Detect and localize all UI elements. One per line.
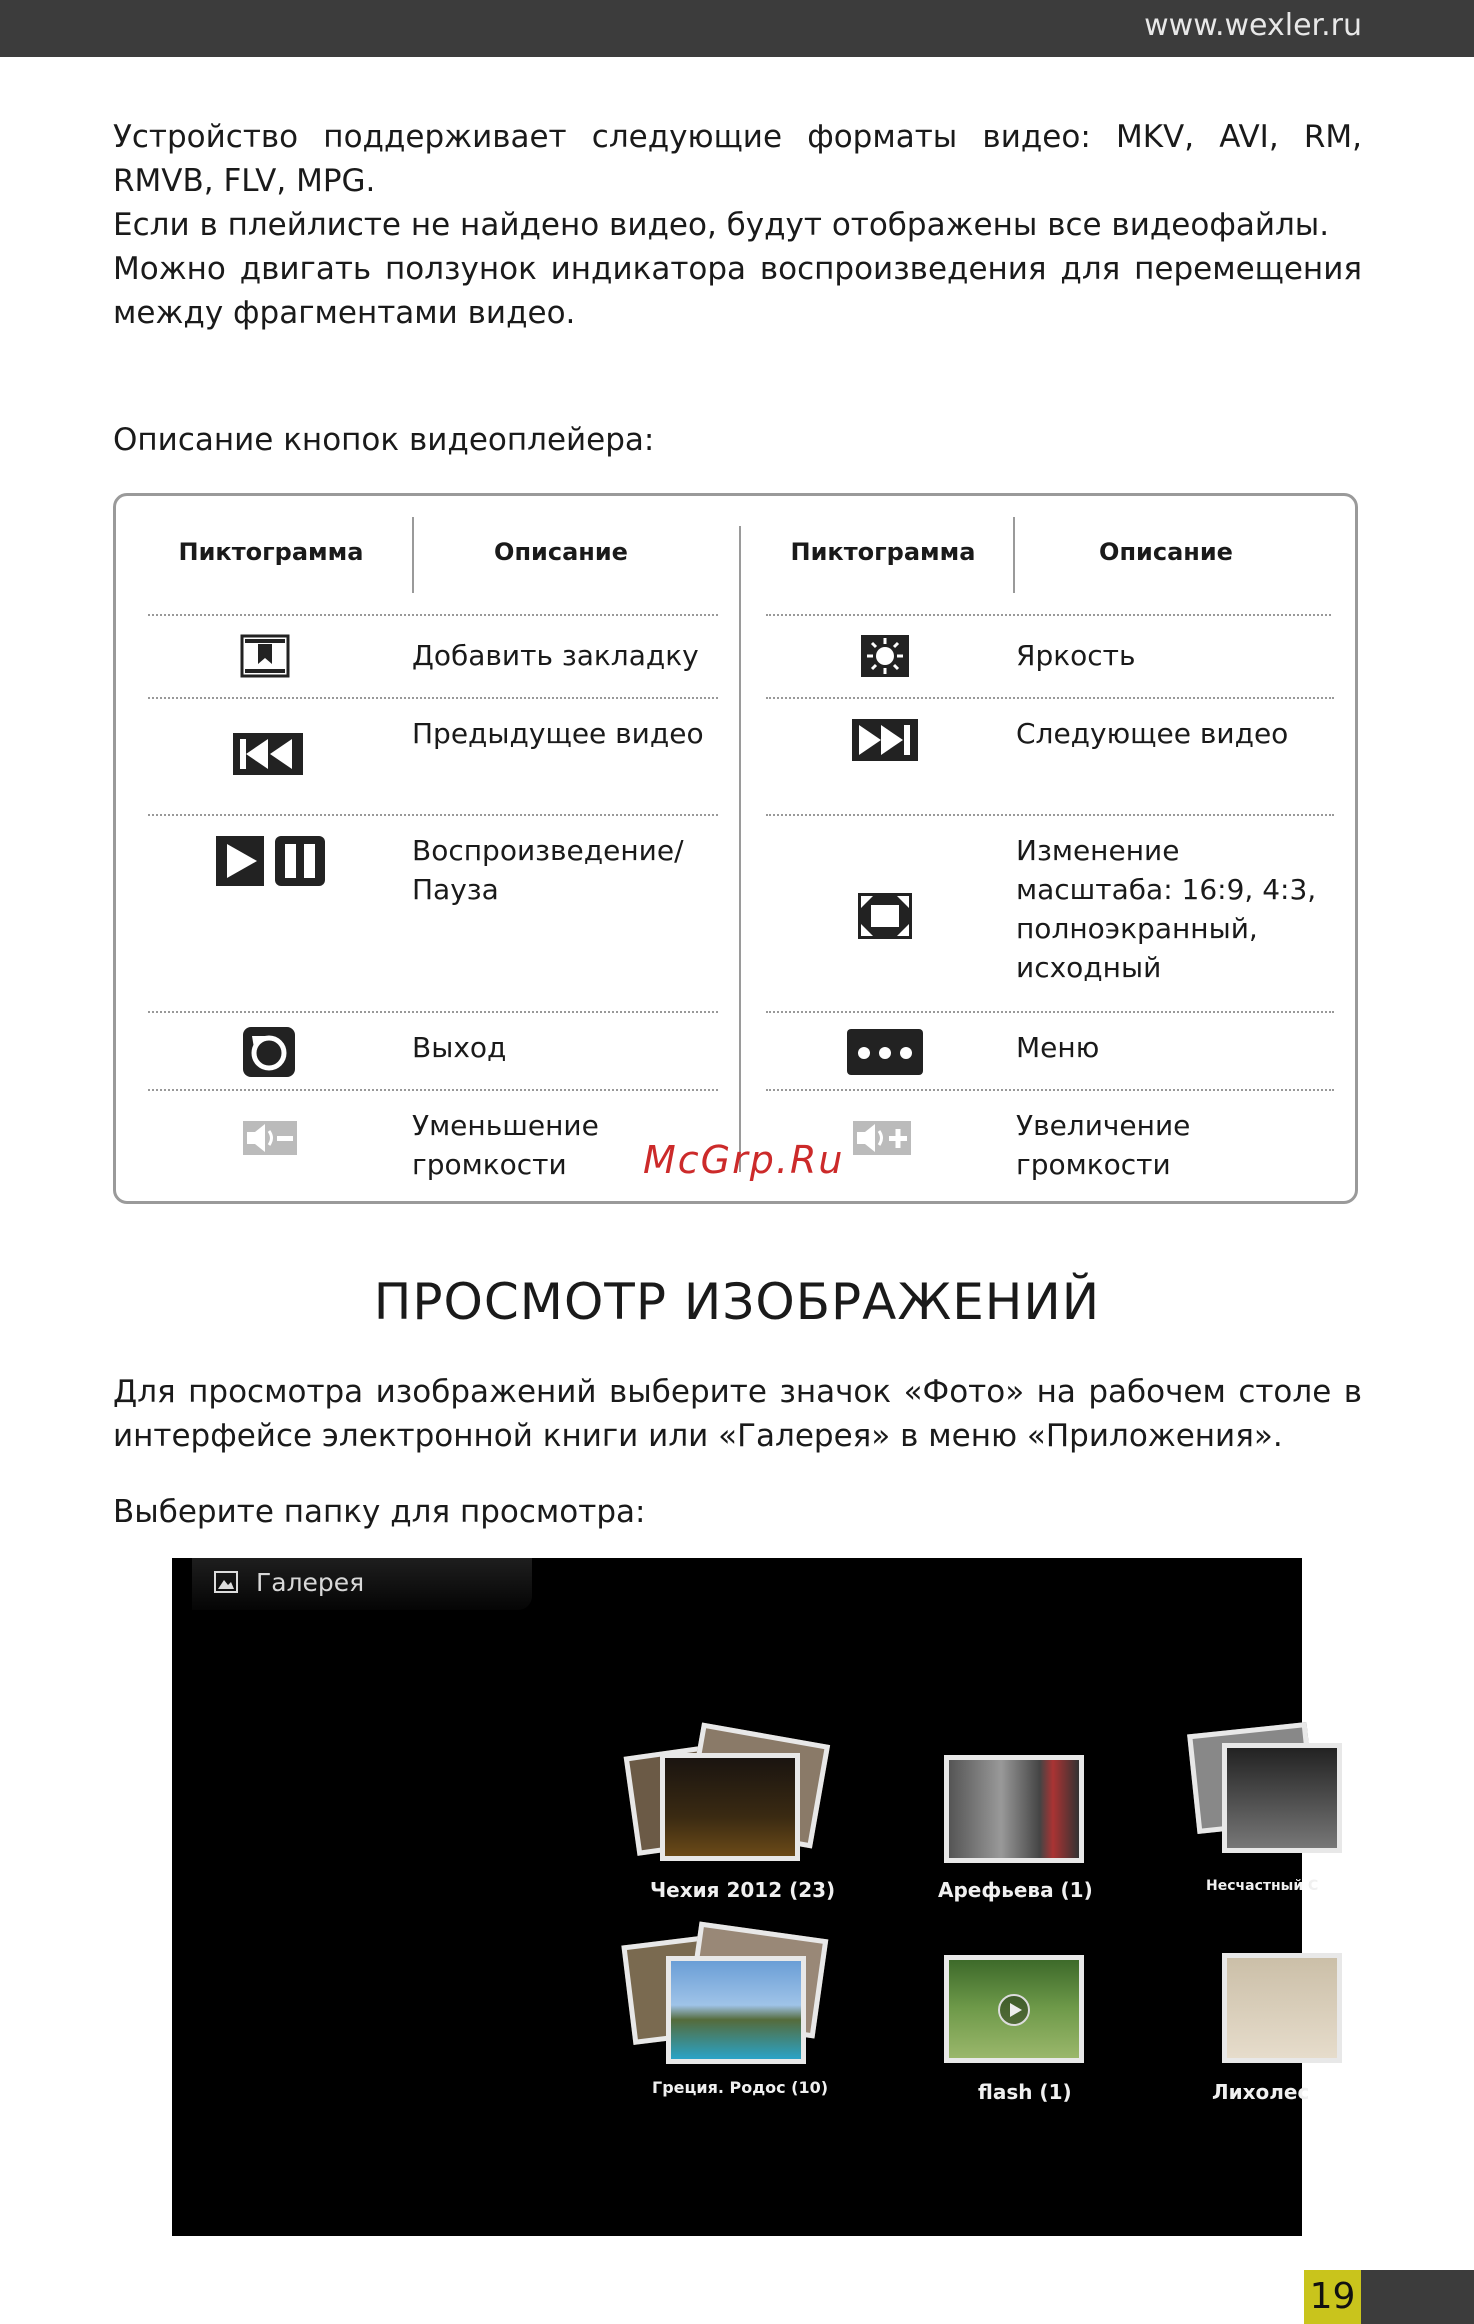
- album-photo-front: [944, 1755, 1084, 1863]
- zoom-icon: [857, 892, 913, 940]
- section-title: ПРОСМОТР ИЗОБРАЖЕНИЙ: [373, 1273, 1101, 1331]
- header-desc-left: Описание: [494, 538, 628, 566]
- volume-down-icon: [243, 1121, 297, 1155]
- row-separator: [766, 814, 1334, 816]
- desc-brightness: Яркость: [1016, 639, 1136, 672]
- row-separator: [148, 1011, 718, 1013]
- watermark: McGrp.Ru: [643, 1138, 845, 1182]
- header-divider-right: [1013, 517, 1015, 593]
- album-photo-front: [1222, 1953, 1342, 2063]
- row-separator: [148, 697, 718, 699]
- video-play-icon: [997, 1993, 1031, 2027]
- album-label: Арефьева (1): [938, 1878, 1093, 1902]
- video-buttons-table: [113, 493, 1358, 1204]
- header-icon-right: Пиктограмма: [790, 538, 976, 566]
- desc-play-pause: Воспроизведение/ Пауза: [412, 834, 684, 906]
- album-photo-front: [666, 1956, 806, 2064]
- header-desc-right: Описание: [1099, 538, 1233, 566]
- row-separator: [148, 1089, 718, 1091]
- intro-no-video: Если в плейлисте не найдено видео, будут отображены все видеофайлы.: [113, 207, 1330, 243]
- desc-bookmark: Добавить закладку: [412, 639, 699, 672]
- page-footer-bar: [1361, 2270, 1474, 2324]
- gallery-title-bar[interactable]: [192, 1558, 532, 1610]
- table-center-divider: [739, 526, 741, 1172]
- album-label: flash (1): [978, 2080, 1072, 2104]
- row-separator: [148, 814, 718, 816]
- album-photo-front: [1222, 1743, 1342, 1853]
- album-label: Несчастный С: [1206, 1878, 1319, 1894]
- play-pause-icon: [215, 834, 327, 888]
- site-url: www.wexler.ru: [1144, 8, 1362, 43]
- row-separator: [766, 697, 1334, 699]
- desc-previous: Предыдущее видео: [412, 717, 704, 750]
- album-label: Лихолес: [1212, 2080, 1310, 2104]
- desc-next: Следующее видео: [1016, 717, 1289, 750]
- album-label: Чехия 2012 (23): [650, 1878, 836, 1902]
- desc-menu: Меню: [1016, 1031, 1100, 1064]
- gallery-image-icon: [214, 1571, 238, 1593]
- row-separator: [148, 614, 718, 616]
- desc-zoom: Изменение масштаба: 16:9, 4:3, полноэкранный, исходный: [1016, 834, 1317, 984]
- row-separator: [766, 1011, 1334, 1013]
- desc-volume-down: Уменьшение громкости: [412, 1109, 599, 1181]
- desc-volume-up: Увеличение громкости: [1016, 1109, 1191, 1181]
- next-video-icon: [851, 718, 919, 762]
- page-number: 19: [1304, 2270, 1361, 2324]
- row-separator: [766, 614, 1331, 616]
- menu-icon: [847, 1029, 923, 1075]
- previous-video-icon: [232, 732, 304, 776]
- bookmark-icon: [240, 634, 290, 678]
- folder-caption: Выберите папку для просмотра:: [113, 1494, 646, 1530]
- intro-slider: Можно двигать ползунок индикатора воспроизведения для перемещения между фрагментами видео.: [113, 251, 1362, 331]
- gallery-title: Галерея: [256, 1568, 365, 1597]
- row-separator: [766, 1089, 1334, 1091]
- exit-icon: [242, 1026, 296, 1078]
- volume-up-icon: [853, 1121, 911, 1155]
- header-divider-left: [412, 517, 414, 593]
- section-paragraph: Для просмотра изображений выберите значок «Фото» на рабочем столе в интерфейсе электронной книги или «Галерея» в меню «Приложения».: [113, 1374, 1362, 1454]
- desc-exit: Выход: [412, 1031, 507, 1064]
- brightness-icon: [861, 635, 909, 677]
- intro-formats: Устройство поддерживает следующие форматы видео: MKV, AVI, RM, RMVB, FLV, MPG.: [113, 119, 1362, 199]
- gallery-screenshot: [172, 1558, 1319, 2236]
- buttons-caption: Описание кнопок видеоплейера:: [113, 422, 655, 458]
- album-photo-front: [660, 1753, 800, 1861]
- album-label: Греция. Родос (10): [652, 2078, 829, 2097]
- header-bar: [0, 0, 1474, 57]
- header-icon-left: Пиктограмма: [178, 538, 364, 566]
